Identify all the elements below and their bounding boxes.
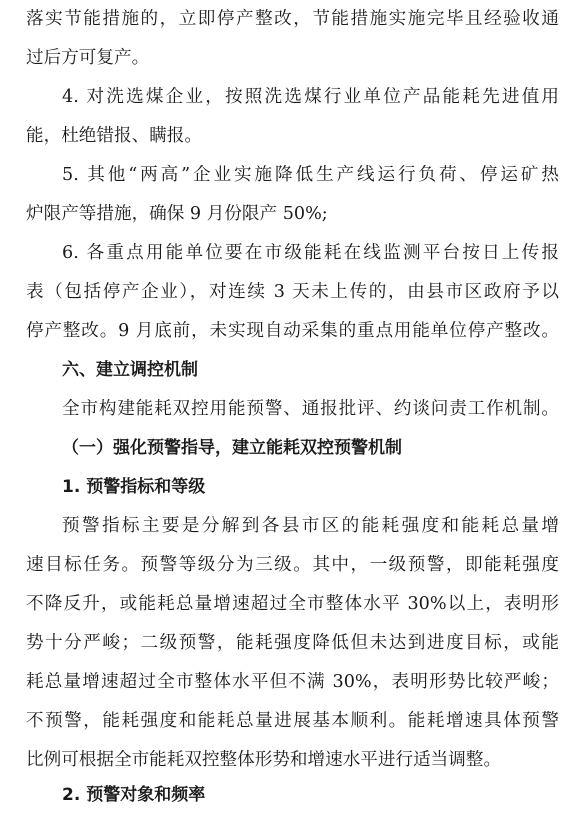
paragraph-line-2: 过后方可复产。 [26, 48, 150, 68]
warning-paragraph-line-2: 速目标任务。预警等级分为三级。其中，一级预警，即能耗强度 [26, 555, 559, 575]
item-heading-1: 1. 预警指标和等级 [62, 477, 206, 497]
section-intro-line: 全市构建能耗双控用能预警、通报批评、约谈问责工作机制。 [62, 399, 559, 419]
list-item-5-line-1: 5. 其他“两高”企业实施降低生产线运行负荷、停运矿热 [62, 165, 559, 185]
paragraph-line-1: 落实节能措施的，立即停产整改，节能措施实施完毕且经验收通 [26, 9, 559, 29]
list-item-6-line-3: 停产整改。9 月底前，未实现自动采集的重点用能单位停产整改。 [26, 321, 559, 341]
list-item-4-line-2: 能，杜绝错报、瞒报。 [26, 126, 202, 146]
subsection-heading-one: （一）强化预警指导，建立能耗双控预警机制 [62, 438, 402, 458]
item-heading-2: 2. 预警对象和频率 [62, 785, 206, 805]
warning-paragraph-line-7: 比例可根据全市能耗双控整体形势和增速水平进行适当调整。 [26, 750, 502, 770]
warning-paragraph-line-1: 预警指标主要是分解到各县市区的能耗强度和能耗总量增 [62, 516, 559, 536]
section-heading-six: 六、建立调控机制 [62, 360, 198, 380]
warning-paragraph-line-4: 势十分严峻；二级预警，能耗强度降低但未达到进度目标，或能 [26, 633, 559, 653]
warning-paragraph-line-6: 不预警，能耗强度和能耗总量进展基本顺利。能耗增速具体预警 [26, 711, 559, 731]
list-item-4-line-1: 4. 对洗选煤企业，按照洗选煤行业单位产品能耗先进值用 [62, 87, 559, 107]
list-item-6-line-2: 表（包括停产企业），对连续 3 天未上传的，由县市区政府予以 [26, 282, 559, 302]
list-item-5-line-2: 炉限产等措施，确保 9 月份限产 50%; [26, 204, 328, 224]
list-item-6-line-1: 6. 各重点用能单位要在市级能耗在线监测平台按日上传报 [62, 243, 559, 263]
warning-paragraph-line-3: 不降反升，或能耗总量增速超过全市整体水平 30%以上，表明形 [26, 594, 559, 614]
warning-paragraph-line-5: 耗总量增速超过全市整体水平但不满 30%，表明形势比较严峻； [26, 672, 559, 692]
